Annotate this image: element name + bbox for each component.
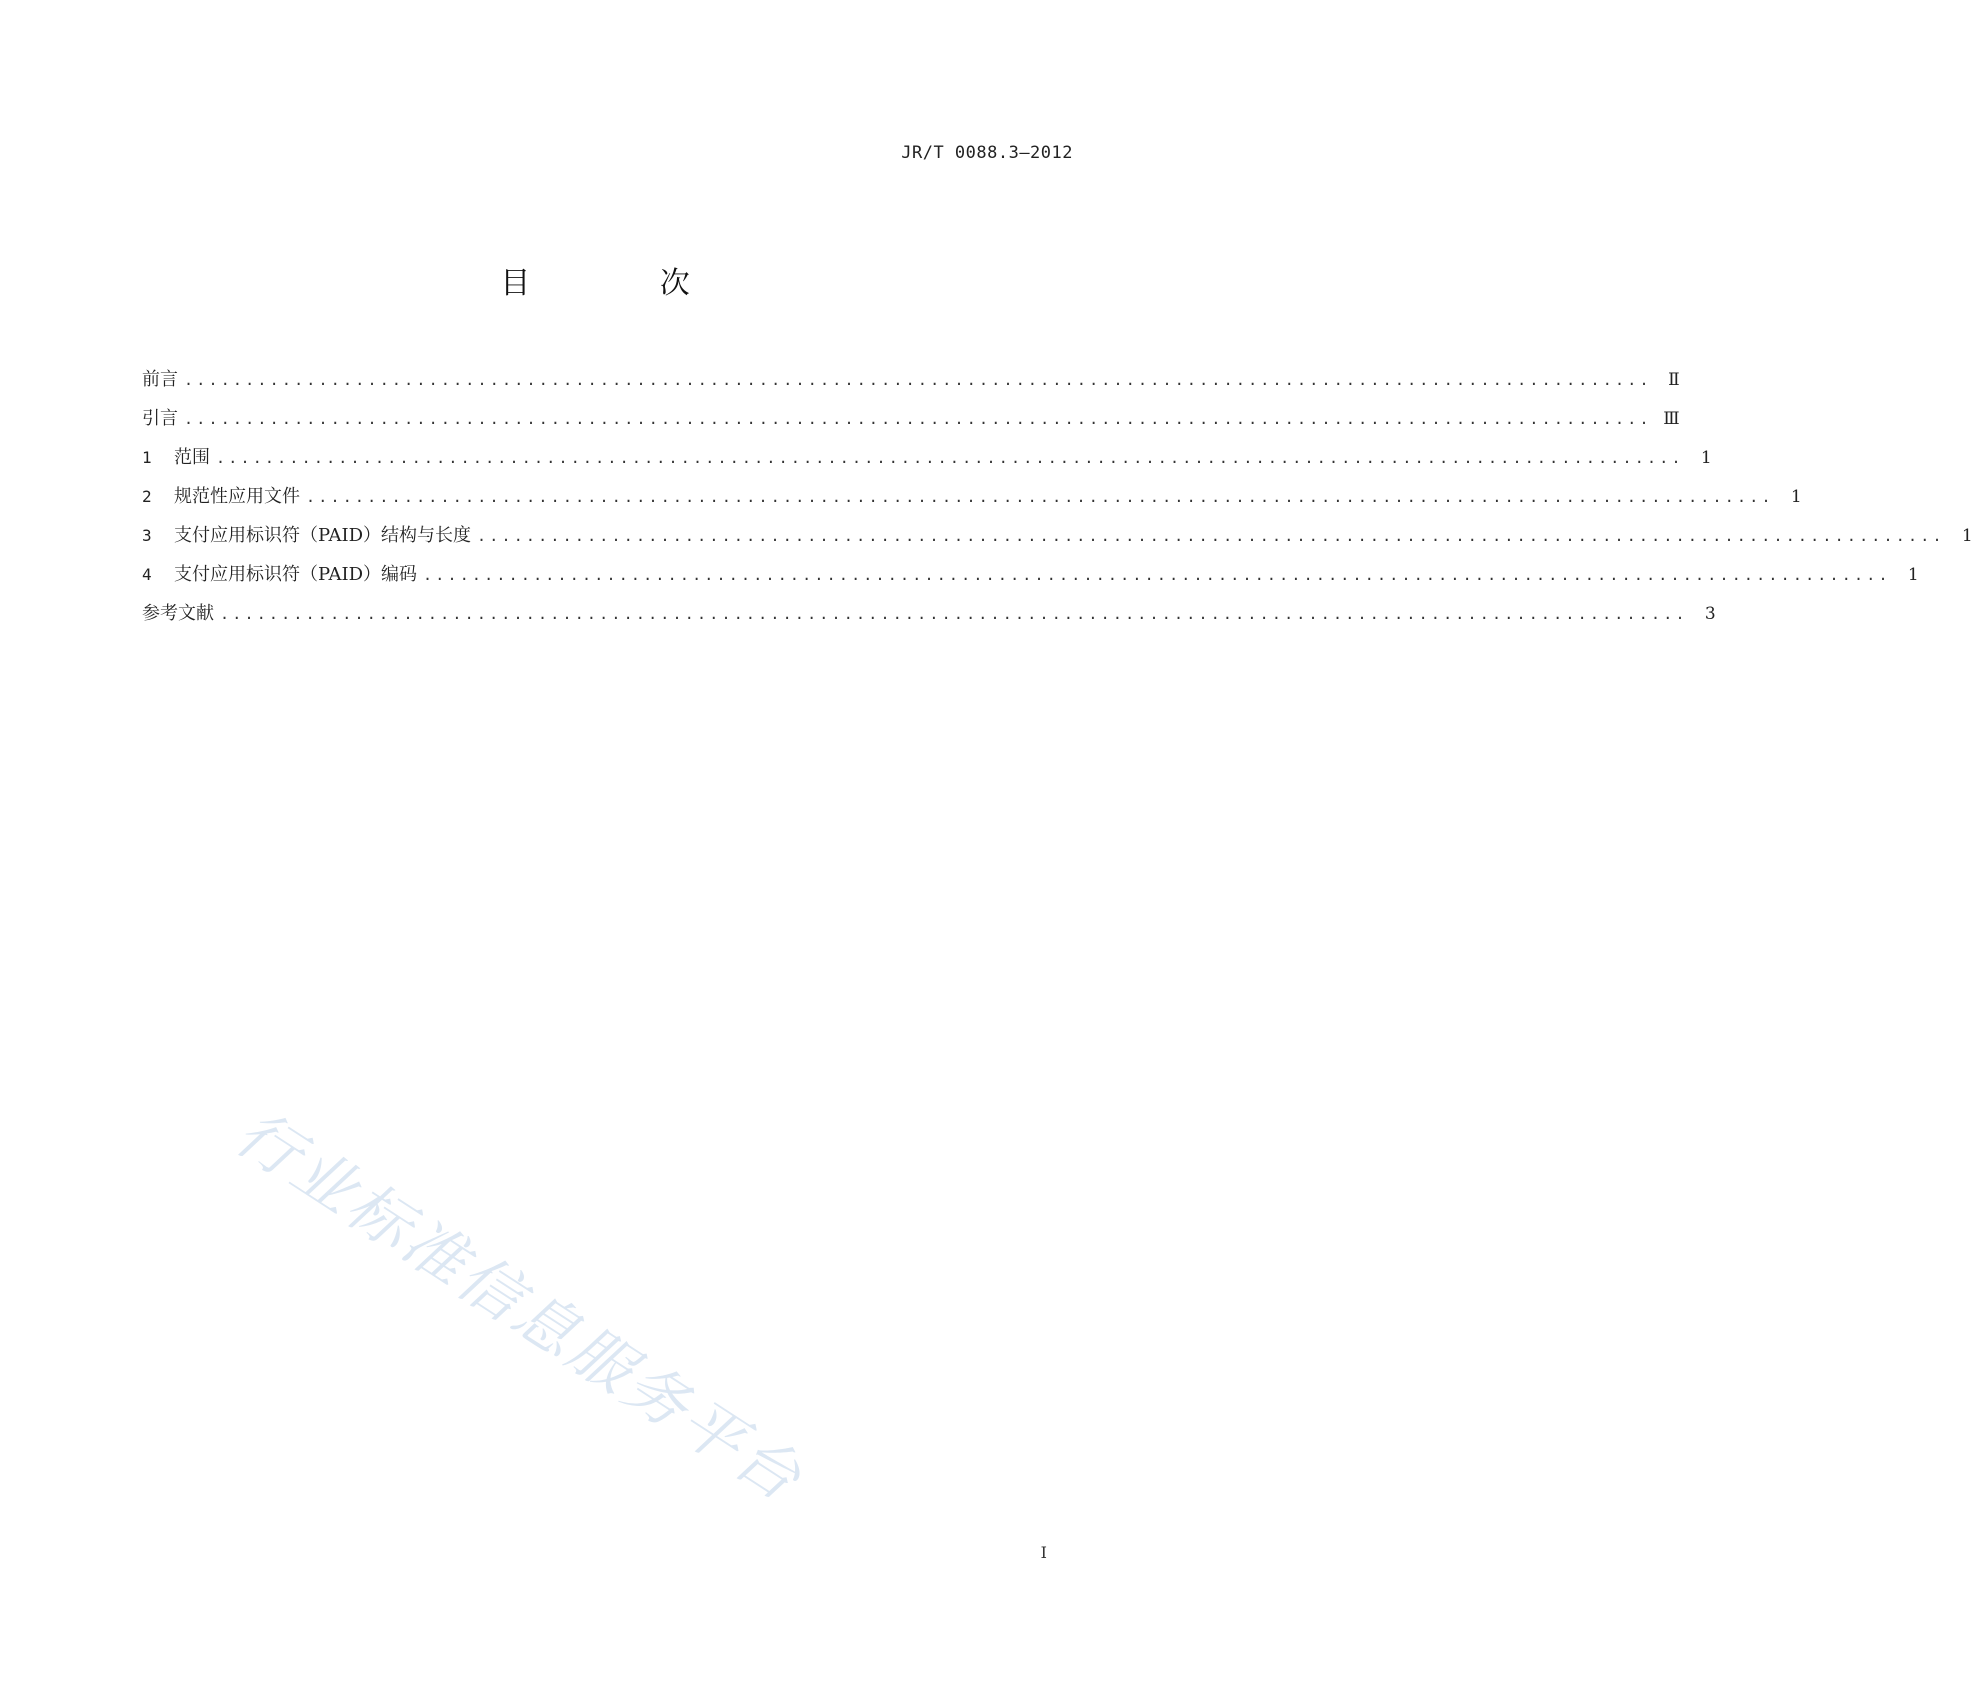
toc-leader-dots: ........................................................................................................................ xyxy=(477,527,1945,545)
toc-entry-page: 1 xyxy=(1790,487,1802,507)
toc-entry-label: 范围 xyxy=(174,447,210,468)
toc-entry-number: 1 xyxy=(142,448,152,467)
toc-leader-dots: ........................................................................................................................ xyxy=(423,566,1891,584)
table-of-contents xyxy=(142,360,1973,633)
toc-leader-dots: ........................................................................................................................ xyxy=(220,605,1688,623)
toc-entry-scope[interactable] xyxy=(142,438,1712,477)
toc-entry-number: 4 xyxy=(142,565,152,584)
toc-entry-label: 前言 xyxy=(142,369,178,390)
toc-entry-introduction[interactable] xyxy=(142,399,1680,438)
toc-entry-number: 3 xyxy=(142,526,152,545)
toc-entry-label: 支付应用标识符（PAID）编码 xyxy=(174,564,417,585)
toc-leader-dots: ........................................................................................................................ xyxy=(306,488,1774,506)
watermark: 行业标准信息服务平台 xyxy=(223,1095,817,1517)
page-title: 目 次 xyxy=(500,266,750,301)
toc-entry-number: 2 xyxy=(142,487,152,506)
toc-entry-normative-references[interactable] xyxy=(142,477,1802,516)
page-number: I xyxy=(1040,1543,1047,1562)
toc-entry-label: 支付应用标识符（PAID）结构与长度 xyxy=(174,525,471,546)
toc-entry-label: 规范性应用文件 xyxy=(174,486,300,507)
toc-entry-page: 3 xyxy=(1704,604,1716,624)
toc-entry-page: 1 xyxy=(1907,565,1919,585)
toc-entry-bibliography[interactable] xyxy=(142,594,1716,633)
standard-code: JR/T 0088.3—2012 xyxy=(901,143,1073,163)
toc-entry-page: Ⅱ xyxy=(1668,370,1680,390)
toc-leader-dots: ........................................................................................................................ xyxy=(184,371,1652,389)
toc-entry-page: 1 xyxy=(1700,448,1712,468)
toc-leader-dots: ........................................................................................................................ xyxy=(216,449,1684,467)
toc-entry-label: 引言 xyxy=(142,408,178,429)
toc-entry-paid-structure[interactable] xyxy=(142,516,1973,555)
toc-entry-label: 参考文献 xyxy=(142,603,214,624)
toc-entry-paid-encoding[interactable] xyxy=(142,555,1919,594)
toc-entry-page: Ⅲ xyxy=(1663,409,1680,429)
toc-leader-dots: ........................................................................................................................ xyxy=(184,410,1652,428)
toc-entry-foreword[interactable] xyxy=(142,360,1680,399)
toc-entry-page: 1 xyxy=(1961,526,1973,546)
